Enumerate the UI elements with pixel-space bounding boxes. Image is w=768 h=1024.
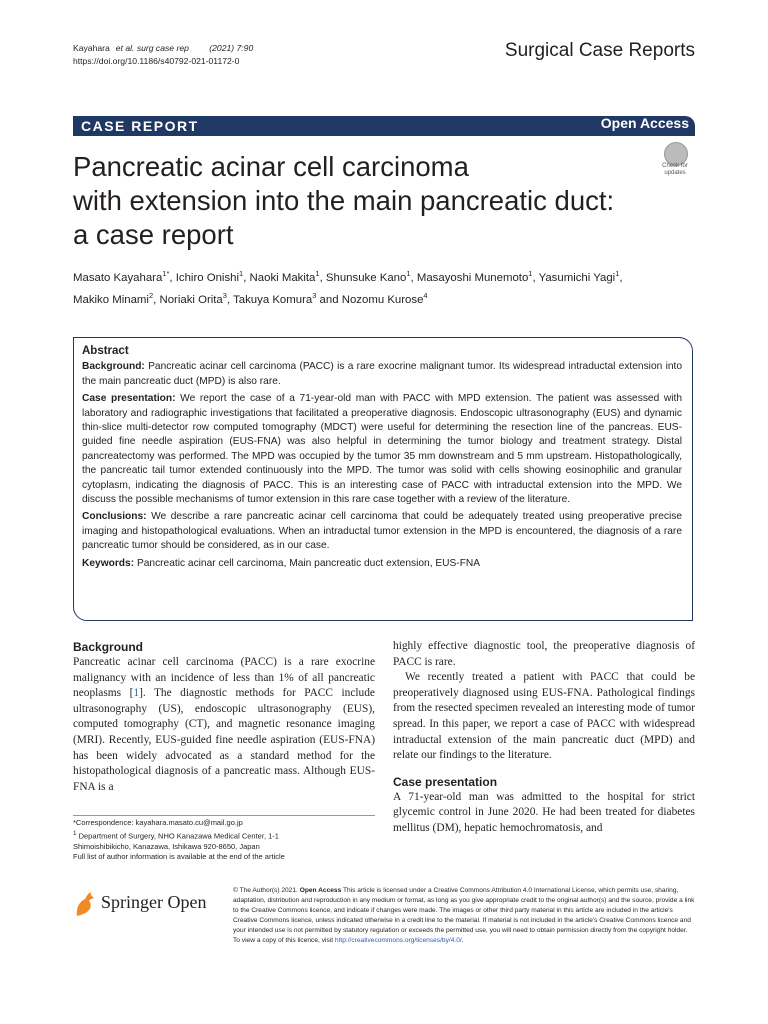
title-line: a case report	[73, 219, 234, 250]
author[interactable]: Masayoshi Munemoto$^1$	[416, 269, 533, 284]
author[interactable]: Takuya Komura$^3$	[233, 290, 317, 306]
citation-journal: et al. surg case rep	[115, 43, 189, 53]
authors-joiner: and	[319, 293, 339, 306]
badge-line1: Check for	[662, 163, 688, 169]
license-open-access: Open Access	[299, 887, 342, 894]
body-paragraph: A 71-year-old man was admitted to the hospital for strict glycemic control in June 2020. He had been treated for diabetes mellitus (DM), hepatic hemochromatosis, and	[393, 790, 695, 834]
badge-line2: updates	[664, 169, 686, 176]
publisher-suffix: Open	[167, 892, 207, 912]
abstract-heading: Abstract	[82, 345, 129, 357]
footnotes	[73, 818, 375, 863]
abstract-keywords: Keywords: Pancreatic acinar cell carcinoma, Main pancreatic duct extension, EUS-FNA	[82, 557, 481, 569]
license-link[interactable]: http://creativecommons.org/licenses/by/4.0/	[334, 937, 462, 945]
author[interactable]: Naoki Makita$^1$	[249, 269, 320, 284]
publisher-name: Springer	[101, 892, 163, 912]
citation-year: (2021) 7:90	[209, 43, 254, 53]
body-column-right	[393, 639, 695, 837]
springer-horse-icon	[73, 890, 97, 918]
springer-open-logo	[73, 890, 223, 920]
affiliation-cont: Shimoishibikicho, Kanazawa, Ishikawa 920-8650, Japan	[73, 841, 260, 851]
body-paragraph: Pancreatic acinar cell carcinoma (PACC) is a rare exocrine malignancy with an incidence of less than 1% of all pancreatic neoplasms [1]. The diagnostic methods for PACC include ultrasonography (US), endoscopic ultrasonography (EUS), computed tomography (CT), and magnetic resonance imaging (MRI). Recently, EUS-guided fine needle aspiration (EUS-FNA) has been widely advocated as a standard method for the histopathological diagnosis of a pancreatic mass. Although EUS-FNA is a	[73, 656, 375, 793]
journal-name: Surgical Case Reports	[504, 40, 695, 61]
citation-authors: Kayahara	[73, 43, 110, 53]
body-paragraph: We recently treated a patient with PACC that could be preoperatively diagnosed using EUS-FNA. Pathological findings from the resected specimen revealed an interesting mode of tumor spread. In this paper, we report a case of PACC with widespread intraductal extension of the main pancreatic duct (MPD) and relate our findings to the literature.	[393, 671, 695, 762]
body-paragraph: highly effective diagnostic tool, the preoperative diagnosis of PACC is rare.	[393, 640, 695, 668]
abstract-background: Background: Pancreatic acinar cell carcinoma (PACC) is a rare exocrine malignant tumor. Its widespread intraductal extension into the main pancreatic duct (MPD) is also rare.	[82, 361, 682, 387]
license-text: © The Author(s) 2021. Open Access This article is licensed under a Creative Commons Attribution 4.0 International License, which permits use, sharing, adaptation, distribution and reproduction in any medium or format, as long as you give appropriate credit to the original author(s) and the source, provide a link to the Creative Commons licence, and indicate if changes were made. The images or other third party material in this article are included in the article's Creative Commons licence, unless indicated otherwise in a credit line to the material. If material is not included in the article's Creative Commons licence and your intended use is not permitted by statutory regulation or exceeds the permitted use, you will need to obtain permission directly from the copyright holder. To view a copy of this licence, visit http://creativecommons.org/licenses/by/4.0/.	[233, 887, 695, 945]
citation-header	[73, 42, 259, 67]
article-type-band	[73, 116, 695, 136]
abstract-conclusions: Conclusions: We describe a rare pancreatic acinar cell carcinoma that could be adequately treated using preoperative precise imaging and histopathological evaluations. When an intraductal tumor extension in the MPD is encountered, the diagnosis of a rare pancreatic tumor should be considered, as in our case.	[82, 511, 682, 552]
open-access-label: Open Access	[600, 115, 689, 131]
section-heading-case-presentation: Case presentation	[393, 774, 498, 789]
full-author-info: Full list of author information is available at the end of the article	[73, 852, 285, 861]
author[interactable]: Makiko Minami$^2$	[73, 290, 154, 306]
author[interactable]: Yasumichi Yagi$^1$	[538, 269, 620, 284]
abstract-case-presentation: Case presentation: We report the case of a 71-year-old man with PACC with MPD extension. The patient was assessed with laboratory and radiographic investigations that facilitated a preoperative diagnosis. Endoscopic ultrasonography (EUS) and dynamic thin-slice multi-detector row computed tomography (MDCT) were useful for determining the resection line of the pancreas. EUS-guided fine needle aspiration (EUS-FNA) was also helpful in determining the tumor biology and treatment strategy. Distal pancreatectomy was performed. The MPD was occupied by the tumor 35 mm downstream and 5 mm upstream. Histopathologically, the pancreatic tail tumor extended continuously into the MPD. The tumor was solid with cells showing eosinophilic and granular cytoplasm, indicating the diagnosis of PACC. This is an interesting case of PACC with intraductal extension into the MPD. We discuss the possible mechanisms of tumor extension in this rare case together with a review of the literature.	[82, 393, 682, 506]
article-title	[73, 150, 663, 252]
author[interactable]: Noriaki Orita$^3$	[159, 290, 227, 306]
body-column-left	[73, 639, 375, 795]
title-line: with extension into the main pancreatic duct:	[73, 185, 615, 216]
affiliation: $^1$ Department of Surgery, NHO Kanazawa Medical Center, 1-1	[73, 829, 279, 840]
footnote-divider	[73, 815, 375, 816]
correspondence: *Correspondence: kayahara.masato.cu@mail.go.jp	[73, 818, 243, 827]
doi-link[interactable]: https://doi.org/10.1186/s40792-021-01172-0	[73, 55, 240, 66]
section-heading-background: Background	[73, 640, 144, 654]
author[interactable]: Ichiro Onishi$^1$	[175, 269, 244, 284]
author[interactable]: Masato Kayahara$^{1*}$	[73, 269, 170, 284]
author-list: Masato Kayahara$^{1*}$, Ichiro Onishi$^1$, Naoki Makita$^1$, Shunsuke Kano$^1$, Masayoshi Munemoto$^1$, Yasumichi Yagi$^1$, Makiko Minami$^2$, Noriaki Orita$^3$, Takuya Komura$^3$ and Nozomu Kurose$^4$	[73, 269, 623, 306]
author[interactable]: Shunsuke Kano$^1$	[325, 269, 411, 284]
abstract-box	[73, 337, 693, 621]
reference-link[interactable]: 1	[133, 687, 140, 700]
article-type: CASE REPORT	[81, 118, 199, 134]
author[interactable]: Nozomu Kurose$^4$	[341, 290, 428, 306]
title-line: Pancreatic acinar cell carcinoma	[73, 151, 469, 182]
